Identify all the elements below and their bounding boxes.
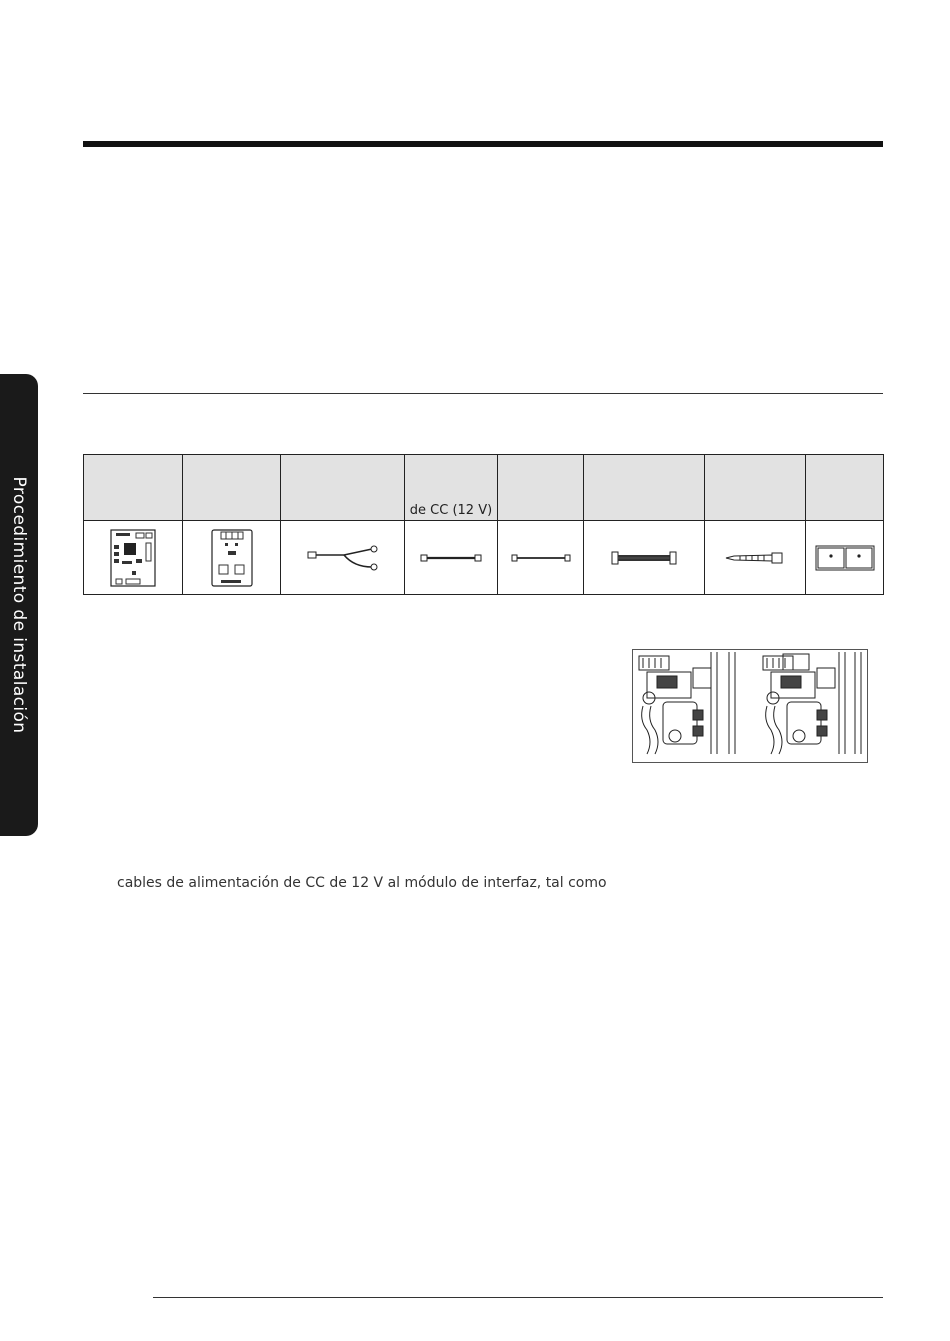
parts-image-cell (806, 521, 884, 595)
parts-image-cell (405, 521, 498, 595)
parts-header-cell (183, 455, 281, 521)
unit-interior-illustration (633, 650, 867, 762)
parts-image-cell (498, 521, 584, 595)
terminal-board-icon (211, 529, 253, 587)
flat-ribbon-cable-icon (610, 550, 678, 566)
parts-header-cell (281, 455, 405, 521)
section-rule (83, 393, 883, 394)
parts-header-cell (584, 455, 705, 521)
dc-power-cable-icon (419, 551, 483, 565)
body-paragraph: cables de alimentación de CC de 12 V al módulo de interfaz, tal como (117, 875, 607, 891)
short-cable-icon (510, 551, 572, 565)
mounting-bracket-icon (815, 545, 875, 571)
parts-image-cell (183, 521, 281, 595)
parts-header-cell: de CC (12 V) (405, 455, 498, 521)
parts-image-cell (281, 521, 405, 595)
installation-illustration (632, 649, 868, 763)
side-tab-label: Procedimiento de instalación (9, 476, 29, 734)
y-cable-harness-icon (306, 543, 380, 573)
parts-image-row (84, 521, 884, 595)
interface-board-icon (110, 529, 156, 587)
parts-image-cell (84, 521, 183, 595)
parts-header-cell (705, 455, 806, 521)
footer-rule (153, 1297, 883, 1298)
parts-image-cell (584, 521, 705, 595)
parts-header-cell (84, 455, 183, 521)
header-rule (83, 141, 883, 147)
parts-header-cell (806, 455, 884, 521)
parts-header-row (84, 455, 884, 521)
parts-header-cell (498, 455, 584, 521)
parts-image-cell (705, 521, 806, 595)
parts-table (83, 454, 884, 595)
cable-tie-icon (724, 551, 786, 565)
